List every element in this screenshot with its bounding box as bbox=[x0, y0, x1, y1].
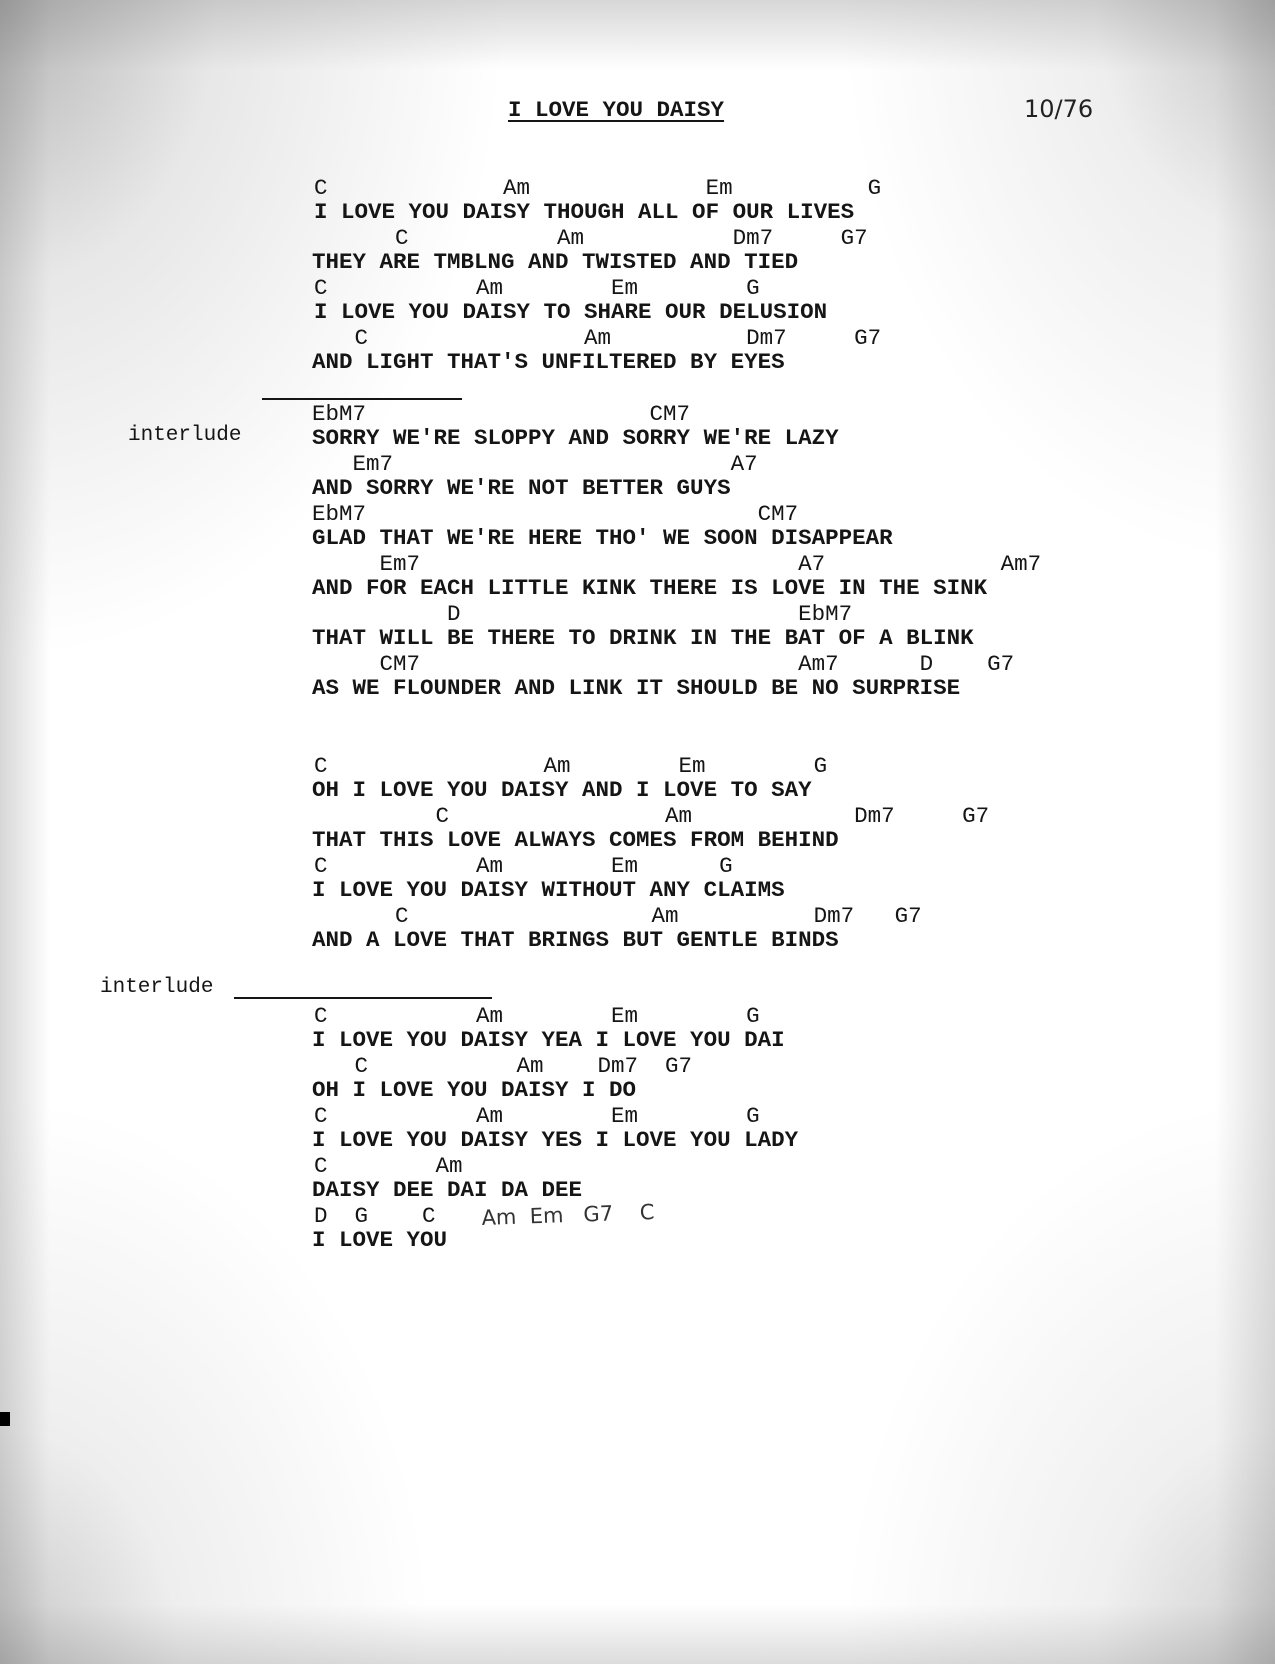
lyric-line-14: AND A LOVE THAT BRINGS BUT GENTLE BINDS bbox=[312, 927, 839, 953]
chord-line-18: C Am bbox=[314, 1153, 463, 1179]
chord-line-11: C Am Em G bbox=[314, 753, 828, 779]
interlude-label-2: interlude bbox=[100, 976, 214, 999]
lyric-line-18: DAISY DEE DAI DA DEE bbox=[312, 1177, 583, 1203]
lyric-line-10: AS WE FLOUNDER AND LINK IT SHOULD BE NO SURPRISE bbox=[312, 675, 961, 701]
chord-line-8: Em7 A7 Am7 bbox=[312, 551, 1042, 577]
lyric-line-2: THEY ARE TMBLNG AND TWISTED AND TIED bbox=[312, 249, 799, 275]
lyric-line-4: AND LIGHT THAT'S UNFILTERED BY EYES bbox=[312, 349, 785, 375]
lyric-line-15: I LOVE YOU DAISY YEA I LOVE YOU DAI bbox=[312, 1027, 785, 1053]
chord-line-6: Em7 A7 bbox=[312, 451, 758, 477]
lyric-line-9: THAT WILL BE THERE TO DRINK IN THE BAT OF A BLINK bbox=[312, 625, 974, 651]
lyric-line-3: I LOVE YOU DAISY TO SHARE OUR DELUSION bbox=[314, 299, 828, 325]
edge-mark bbox=[0, 1412, 10, 1426]
lyric-line-12: THAT THIS LOVE ALWAYS COMES FROM BEHIND bbox=[312, 827, 839, 853]
interlude-rule-2 bbox=[234, 997, 492, 999]
chord-line-16: C Am Dm7 G7 bbox=[314, 1053, 693, 1079]
chord-line-4: C Am Dm7 G7 bbox=[314, 325, 882, 351]
chord-line-3: C Am Em G bbox=[314, 275, 760, 301]
interlude-rule-1 bbox=[262, 398, 462, 400]
chord-line-15: C Am Em G bbox=[314, 1003, 760, 1029]
chord-line-12: C Am Dm7 G7 bbox=[314, 803, 990, 829]
chord-line-14: C Am Dm7 G7 bbox=[314, 903, 922, 929]
chord-line-10: CM7 Am7 D G7 bbox=[312, 651, 1015, 677]
lyric-line-16: OH I LOVE YOU DAISY I DO bbox=[312, 1077, 637, 1103]
chord-line-1: C Am Em G bbox=[314, 175, 882, 201]
lyric-line-7: GLAD THAT WE'RE HERE THO' WE SOON DISAPPEAR bbox=[312, 525, 893, 551]
chord-line-19: D G C bbox=[314, 1203, 436, 1229]
page-reference: 10/76 bbox=[1024, 95, 1094, 123]
lyric-line-8: AND FOR EACH LITTLE KINK THERE IS LOVE IN THE SINK bbox=[312, 575, 988, 601]
lyric-line-11: OH I LOVE YOU DAISY AND I LOVE TO SAY bbox=[312, 777, 812, 803]
lyric-line-19: I LOVE YOU bbox=[312, 1227, 448, 1253]
chord-line-2: C Am Dm7 G7 bbox=[314, 225, 868, 251]
handwritten-chords: Am Em G7 C bbox=[481, 1199, 655, 1230]
lyric-line-6: AND SORRY WE'RE NOT BETTER GUYS bbox=[312, 475, 731, 501]
chord-line-7: EbM7 CM7 bbox=[312, 501, 799, 527]
lyric-line-13: I LOVE YOU DAISY WITHOUT ANY CLAIMS bbox=[312, 877, 785, 903]
interlude-label-1: interlude bbox=[128, 424, 242, 447]
chord-line-13: C Am Em G bbox=[314, 853, 733, 879]
song-title: I LOVE YOU DAISY bbox=[508, 97, 725, 123]
chord-line-5: EbM7 CM7 bbox=[312, 401, 691, 427]
chord-line-17: C Am Em G bbox=[314, 1103, 760, 1129]
lyric-line-1: I LOVE YOU DAISY THOUGH ALL OF OUR LIVES bbox=[314, 199, 855, 225]
chord-line-9: D EbM7 bbox=[312, 601, 853, 627]
lyric-line-5: SORRY WE'RE SLOPPY AND SORRY WE'RE LAZY bbox=[312, 425, 839, 451]
lyric-line-17: I LOVE YOU DAISY YES I LOVE YOU LADY bbox=[312, 1127, 799, 1153]
